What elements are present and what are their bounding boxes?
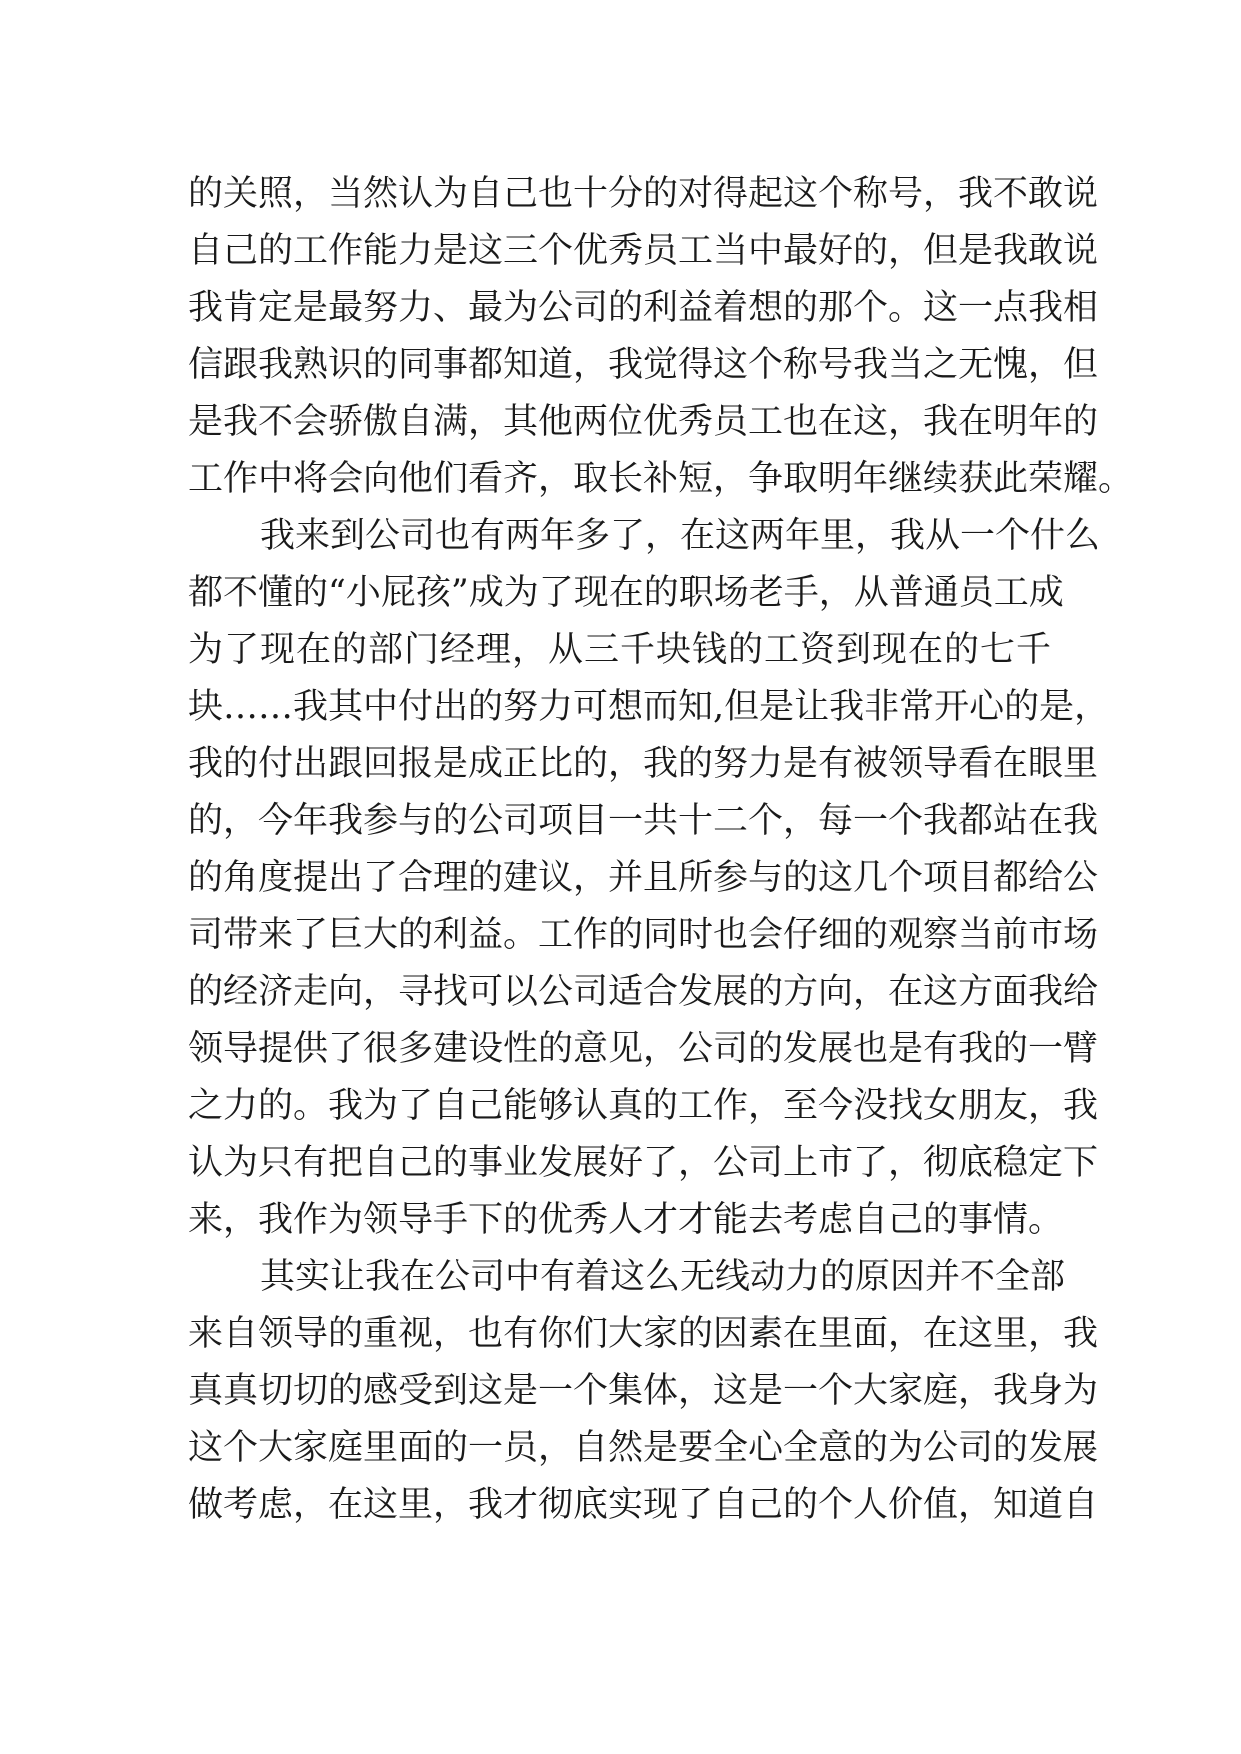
text-line: 自己的工作能力是这三个优秀员工当中最好的，但是我敢说 [188, 231, 1099, 271]
text-line: 为了现在的部门经理，从三千块钱的工资到现在的七千 [188, 630, 1051, 670]
text-line: 是我不会骄傲自满，其他两位优秀员工也在这，我在明年的 [188, 402, 1099, 442]
text-line: 来，我作为领导手下的优秀人才才能去考虑自己的事情。 [188, 1200, 1064, 1240]
text-line: 我的付出跟回报是成正比的，我的努力是有被领导看在眼里 [188, 744, 1099, 784]
text-line: 之力的。我为了自己能够认真的工作，至今没找女朋友，我 [188, 1086, 1099, 1126]
text-line: 信跟我熟识的同事都知道，我觉得这个称号我当之无愧，但 [188, 345, 1099, 385]
text-line: 的经济走向，寻找可以公司适合发展的方向，在这方面我给 [188, 972, 1099, 1012]
text-line: 的关照，当然认为自己也十分的对得起这个称号，我不敢说 [188, 174, 1099, 214]
text-line: 司带来了巨大的利益。工作的同时也会仔细的观察当前市场 [188, 915, 1099, 955]
text-line: 工作中将会向他们看齐，取长补短，争取明年继续获此荣耀。 [188, 459, 1134, 499]
paragraph-2 [188, 508, 1110, 1249]
paragraph-1 [188, 166, 1134, 508]
text-line: 我肯定是最努力、最为公司的利益着想的那个。这一点我相 [188, 288, 1099, 328]
text-line: 真真切切的感受到这是一个集体，这是一个大家庭，我身为 [188, 1371, 1099, 1411]
paragraph-3 [188, 1249, 1099, 1534]
body-text [188, 166, 1134, 1534]
text-line: 领导提供了很多建设性的意见，公司的发展也是有我的一臂 [188, 1029, 1099, 1069]
text-line: 的，今年我参与的公司项目一共十二个，每一个我都站在我 [188, 801, 1099, 841]
text-line: 这个大家庭里面的一员，自然是要全心全意的为公司的发展 [188, 1428, 1099, 1468]
text-line: 认为只有把自己的事业发展好了，公司上市了，彻底稳定下 [188, 1143, 1099, 1183]
text-line: 做考虑，在这里，我才彻底实现了自己的个人价值，知道自 [188, 1485, 1099, 1525]
text-line: 其实让我在公司中有着这么无线动力的原因并不全部 [260, 1257, 1066, 1297]
text-line: 块……我其中付出的努力可想而知,但是让我非常开心的是， [188, 687, 1110, 727]
text-line: 来自领导的重视，也有你们大家的因素在里面，在这里，我 [188, 1314, 1099, 1354]
text-line: 的角度提出了合理的建议，并且所参与的这几个项目都给公 [188, 858, 1099, 898]
text-line: 都不懂的“小屁孩”成为了现在的职场老手，从普通员工成 [188, 573, 1064, 613]
text-line: 我来到公司也有两年多了，在这两年里，我从一个什么 [260, 516, 1101, 556]
